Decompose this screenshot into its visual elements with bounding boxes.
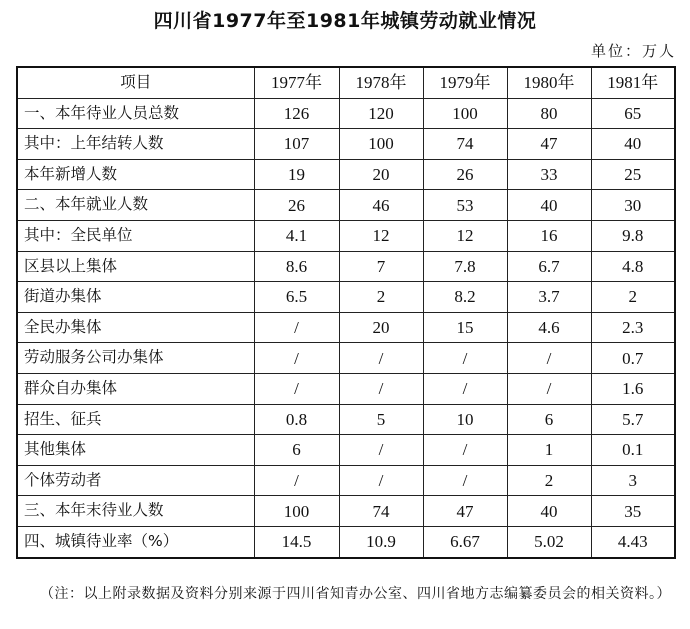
- cell-value: 53: [423, 190, 507, 221]
- cell-value: 14.5: [254, 526, 339, 557]
- cell-value: 1: [507, 435, 591, 466]
- table-body: [17, 98, 675, 557]
- cell-value: 4.43: [591, 526, 675, 557]
- row-label: 二、本年就业人数: [17, 190, 254, 221]
- cell-value: 4.1: [254, 220, 339, 251]
- cell-value: 33: [507, 159, 591, 190]
- row-label: 三、本年末待业人数: [17, 496, 254, 527]
- table-row: [17, 373, 675, 404]
- header-year: 1980年: [507, 67, 591, 98]
- cell-value: 10.9: [339, 526, 423, 557]
- cell-value: 25: [591, 159, 675, 190]
- table-row: [17, 159, 675, 190]
- table-row: [17, 129, 675, 160]
- source-note: （注：以上附录数据及资料分别来源于四川省知青办公室、四川省地方志编纂委员会的相关资料。）: [40, 586, 671, 602]
- cell-value: 12: [423, 220, 507, 251]
- header-item: 项目: [17, 67, 254, 98]
- row-label: 本年新增人数: [17, 159, 254, 190]
- header-year: 1979年: [423, 67, 507, 98]
- cell-value: 0.7: [591, 343, 675, 374]
- cell-value: /: [339, 465, 423, 496]
- cell-value: 5.7: [591, 404, 675, 435]
- row-label: 其他集体: [17, 435, 254, 466]
- cell-value: 3.7: [507, 282, 591, 313]
- cell-value: 6.5: [254, 282, 339, 313]
- header-year: 1978年: [339, 67, 423, 98]
- table-row: [17, 343, 675, 374]
- cell-value: 1.6: [591, 373, 675, 404]
- cell-value: 10: [423, 404, 507, 435]
- cell-value: 6: [254, 435, 339, 466]
- header-year: 1981年: [591, 67, 675, 98]
- row-label: 劳动服务公司办集体: [17, 343, 254, 374]
- table-row: [17, 251, 675, 282]
- row-label: 其中：全民单位: [17, 220, 254, 251]
- cell-value: 5: [339, 404, 423, 435]
- cell-value: 2: [591, 282, 675, 313]
- cell-value: 46: [339, 190, 423, 221]
- cell-value: 74: [339, 496, 423, 527]
- cell-value: /: [423, 343, 507, 374]
- cell-value: 26: [423, 159, 507, 190]
- cell-value: 120: [339, 98, 423, 129]
- cell-value: 15: [423, 312, 507, 343]
- cell-value: 16: [507, 220, 591, 251]
- cell-value: /: [507, 373, 591, 404]
- table-row: [17, 220, 675, 251]
- cell-value: 2.3: [591, 312, 675, 343]
- cell-value: 100: [254, 496, 339, 527]
- cell-value: 35: [591, 496, 675, 527]
- page-title: 四川省1977年至1981年城镇劳动就业情况: [153, 10, 537, 32]
- cell-value: /: [339, 343, 423, 374]
- table-row: [17, 312, 675, 343]
- cell-value: 20: [339, 312, 423, 343]
- cell-value: 9.8: [591, 220, 675, 251]
- cell-value: /: [254, 312, 339, 343]
- row-label: 街道办集体: [17, 282, 254, 313]
- cell-value: 40: [591, 129, 675, 160]
- row-label: 全民办集体: [17, 312, 254, 343]
- cell-value: 0.8: [254, 404, 339, 435]
- table-row: [17, 404, 675, 435]
- cell-value: 6.67: [423, 526, 507, 557]
- cell-value: 80: [507, 98, 591, 129]
- cell-value: /: [254, 465, 339, 496]
- cell-value: /: [423, 435, 507, 466]
- cell-value: 20: [339, 159, 423, 190]
- cell-value: /: [507, 343, 591, 374]
- unit-label: 单位：万人: [590, 42, 676, 60]
- table-header-row: [17, 67, 675, 98]
- cell-value: 19: [254, 159, 339, 190]
- cell-value: 47: [507, 129, 591, 160]
- cell-value: 107: [254, 129, 339, 160]
- cell-value: 30: [591, 190, 675, 221]
- table-row: [17, 282, 675, 313]
- cell-value: 7.8: [423, 251, 507, 282]
- row-label: 招生、征兵: [17, 404, 254, 435]
- row-label: 其中：上年结转人数: [17, 129, 254, 160]
- cell-value: 0.1: [591, 435, 675, 466]
- cell-value: /: [339, 435, 423, 466]
- cell-value: 100: [423, 98, 507, 129]
- cell-value: /: [423, 373, 507, 404]
- row-label: 四、城镇待业率（%）: [17, 526, 254, 557]
- cell-value: 8.6: [254, 251, 339, 282]
- cell-value: 6.7: [507, 251, 591, 282]
- cell-value: 12: [339, 220, 423, 251]
- cell-value: 4.6: [507, 312, 591, 343]
- cell-value: 2: [507, 465, 591, 496]
- cell-value: /: [254, 373, 339, 404]
- cell-value: 5.02: [507, 526, 591, 557]
- cell-value: /: [254, 343, 339, 374]
- table-row: [17, 190, 675, 221]
- cell-value: 65: [591, 98, 675, 129]
- table-row: [17, 496, 675, 527]
- table-row: [17, 526, 675, 557]
- cell-value: 40: [507, 190, 591, 221]
- cell-value: 3: [591, 465, 675, 496]
- row-label: 区县以上集体: [17, 251, 254, 282]
- cell-value: 26: [254, 190, 339, 221]
- cell-value: /: [339, 373, 423, 404]
- row-label: 个体劳动者: [17, 465, 254, 496]
- cell-value: 100: [339, 129, 423, 160]
- cell-value: 8.2: [423, 282, 507, 313]
- row-label: 群众自办集体: [17, 373, 254, 404]
- employment-table: [16, 66, 676, 559]
- cell-value: 74: [423, 129, 507, 160]
- table-row: [17, 465, 675, 496]
- table-row: [17, 98, 675, 129]
- cell-value: 7: [339, 251, 423, 282]
- cell-value: 6: [507, 404, 591, 435]
- cell-value: 126: [254, 98, 339, 129]
- header-year: 1977年: [254, 67, 339, 98]
- cell-value: 40: [507, 496, 591, 527]
- cell-value: 47: [423, 496, 507, 527]
- table-row: [17, 435, 675, 466]
- row-label: 一、本年待业人员总数: [17, 98, 254, 129]
- cell-value: 2: [339, 282, 423, 313]
- cell-value: /: [423, 465, 507, 496]
- cell-value: 4.8: [591, 251, 675, 282]
